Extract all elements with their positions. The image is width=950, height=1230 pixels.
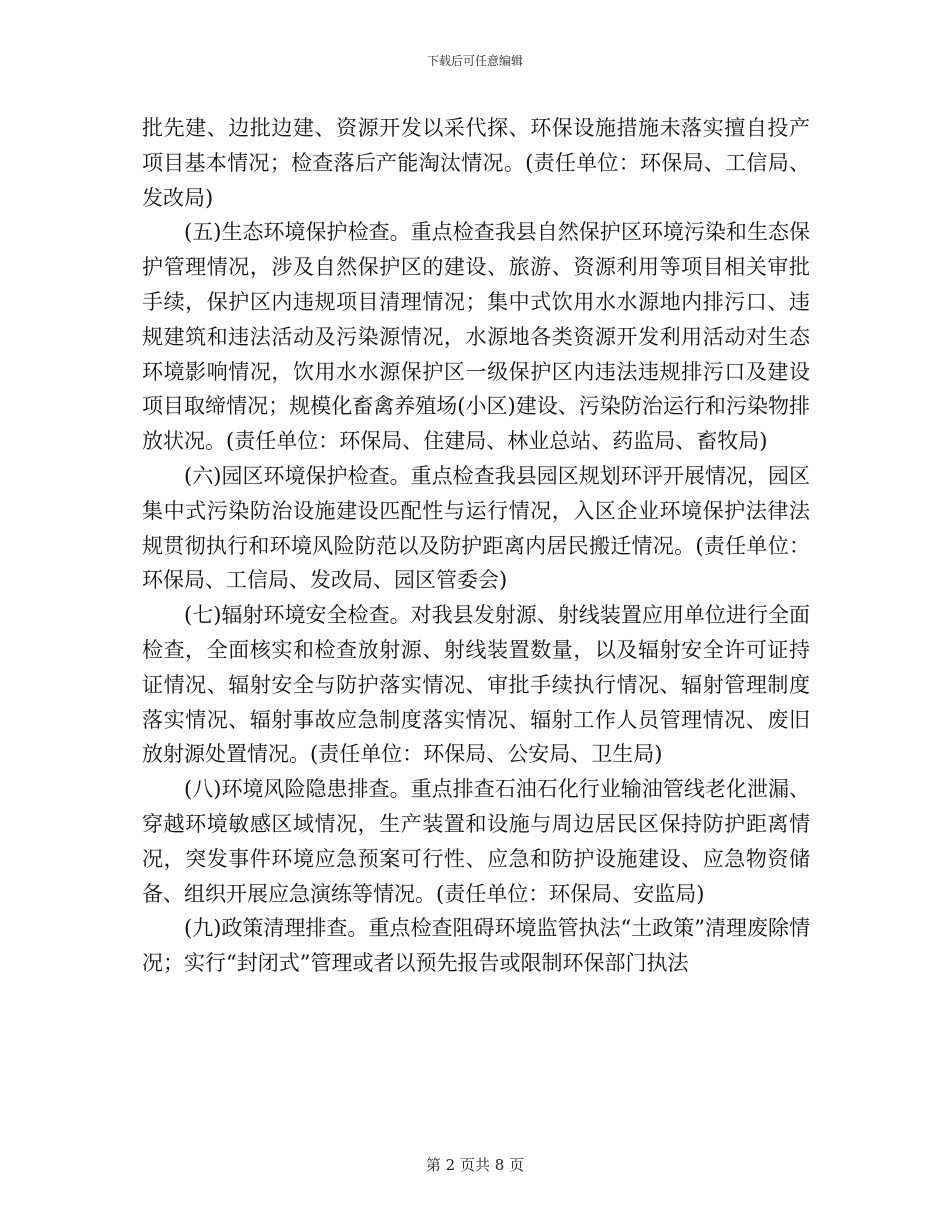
paragraph-park-check: (六)园区环境保护检查。重点检查我县园区规划环评开展情况，园区集中式污染防治设施建设匹配性与运行情况，入区企业环境保护法律法规贯彻执行和环境风险防范以及防护距离内居民搬迁情况。(责任单位：环保局、工信局、发改局、园区管委会): [142, 463, 810, 593]
document-body: [142, 111, 810, 981]
page-header: 下载后可任意编辑: [426, 54, 523, 68]
paragraph-ecology-check: (五)生态环境保护检查。重点检查我县自然保护区环境污染和生态保护管理情况，涉及自然保护区的建设、旅游、资源利用等项目相关审批手续，保护区内违规项目清理情况；集中式饮用水水源地内排污口、违规建筑和违法活动及污染源情况，水源地各类资源开发利用活动对生态环境影响情况，饮用水水源保护区一级保护区内违法违规排污口及建设项目取缔情况；规模化畜禽养殖场(小区)建设、污染防治运行和污染物排放状况。(责任单位：环保局、住建局、林业总站、药监局、畜牧局): [142, 220, 810, 454]
page-number: 第 2 页共 8 页: [425, 1156, 525, 1174]
paragraph-radiation-check: (七)辐射环境安全检查。对我县发射源、射线装置应用单位进行全面检查，全面核实和检查放射源、射线装置数量，以及辐射安全许可证持证情况、辐射安全与防护落实情况、审批手续执行情况、辐射管理制度落实情况、辐射事故应急制度落实情况、辐射工作人员管理情况、废旧放射源处置情况。(责任单位：环保局、公安局、卫生局): [142, 603, 810, 767]
paragraph-risk-check: (八)环境风险隐患排查。重点排查石油石化行业输油管线老化泄漏、穿越环境敏感区域情况，生产装置和设施与周边居民区保持防护距离情况，突发事件环境应急预案可行性、应急和防护设施建设、应急物资储备、组织开展应急演练等情况。(责任单位：环保局、安监局): [142, 777, 810, 906]
paragraph-continued: 批先建、边批边建、资源开发以采代探、环保设施措施未落实擅自投产项目基本情况；检查落后产能淘汰情况。(责任单位：环保局、工信局、发改局): [142, 116, 810, 210]
paragraph-policy-check: (九)政策清理排查。重点检查阻碍环境监管执法“土政策”清理废除情况；实行“封闭式”管理或者以预先报告或限制环保部门执法: [142, 916, 810, 976]
